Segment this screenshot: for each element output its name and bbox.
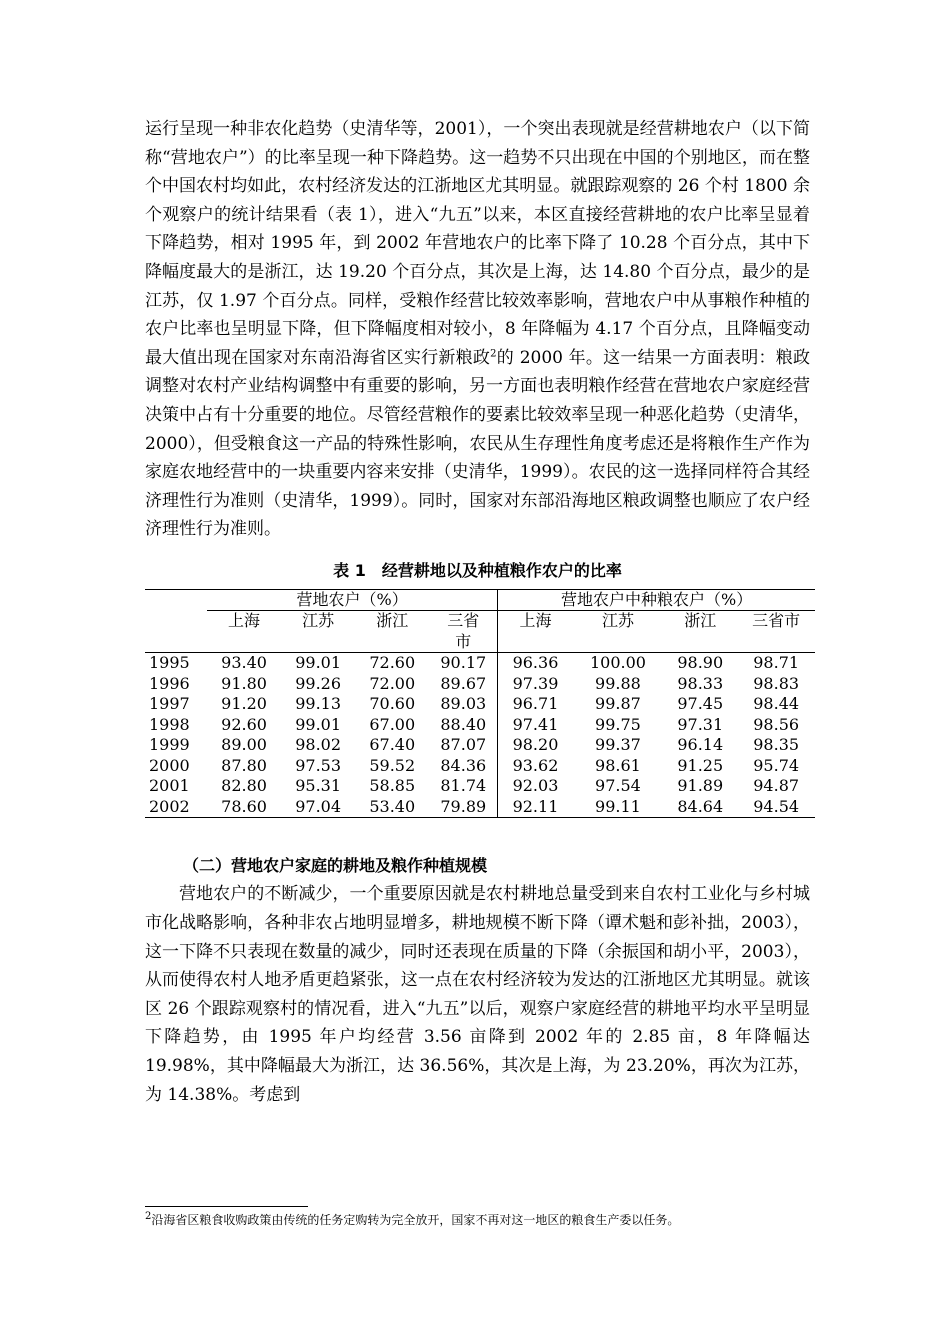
value-cell: 97.31 [677, 714, 724, 734]
value-cell: 98.33 [677, 673, 724, 693]
value-cell: 91.20 [221, 694, 267, 714]
value-cell: 58.85 [369, 776, 416, 796]
table-column-header-row [145, 611, 815, 653]
value-cell: 97.54 [595, 776, 641, 796]
value-cell: 99.88 [595, 673, 641, 693]
value-cell: 96.14 [677, 735, 724, 755]
page-content [145, 115, 810, 1109]
year-header-blank [145, 589, 207, 611]
value-cell: 98.20 [498, 735, 573, 756]
value-cell: 94.87 [753, 776, 800, 796]
footnote-divider [145, 1206, 308, 1207]
year-cell: 2000 [149, 755, 190, 775]
table-row [145, 674, 815, 695]
table-row [145, 735, 815, 756]
value-cell: 92.60 [221, 714, 267, 734]
body-paragraph-2: 营地农户的不断减少，一个重要原因就是农村耕地总量受到来自农村工业化与乡村城市化战略影响，各种非农占地明显增多，耕地规模不断下降（谭术魁和彭补拙，2003），这一下降不只表现在数量的减少，同时还表现在质量的下降（余振国和胡小平，2003），从而使得农村人地矛盾更趋紧张，这一点在农村经济较为发达的江浙地区尤其明显。就该区 26 个跟踪观察村的情况看，进入“九五”以后，观察户家庭经营的耕地平均水平呈明显下降趋势，由 1995 年户均经营 3.56 亩降到 2002 年的 2.85 亩，8 年降幅达 19.98%，其中降幅最大为浙江，达 36.56%，其次是上海，为 23.20%，再次为江苏，为 14.38%。考虑到 [145, 884, 810, 1105]
value-cell: 90.17 [429, 653, 498, 674]
value-cell: 93.62 [498, 756, 573, 777]
year-cell: 1999 [149, 735, 190, 755]
value-cell: 91.25 [677, 755, 724, 775]
value-cell: 95.31 [295, 776, 342, 796]
value-cell: 67.00 [369, 714, 416, 734]
value-cell: 88.40 [440, 714, 487, 734]
value-cell: 97.53 [295, 755, 342, 775]
value-cell: 95.74 [753, 755, 800, 775]
value-cell: 98.71 [737, 653, 815, 674]
value-cell: 92.03 [498, 776, 573, 797]
table-caption: 表 1 经营耕地以及种植粮作农户的比率 [333, 560, 622, 580]
col-header: 浙江 [376, 611, 409, 631]
year-cell: 1998 [149, 714, 190, 734]
value-cell: 99.75 [595, 714, 641, 734]
value-cell: 72.00 [369, 673, 416, 693]
body-paragraph-1 [145, 115, 810, 544]
footnote-mark: 2 [145, 1211, 152, 1222]
data-table [145, 589, 815, 819]
year-cell: 1995 [145, 653, 207, 674]
table-row [145, 694, 815, 715]
value-cell: 91.89 [677, 776, 724, 796]
value-cell: 98.90 [663, 653, 737, 674]
year-cell: 2002 [145, 797, 207, 818]
table-group-header-row [145, 589, 815, 611]
col-header: 上海 [498, 611, 573, 653]
value-cell: 53.40 [355, 797, 429, 818]
value-cell: 93.40 [207, 653, 281, 674]
value-cell: 97.45 [677, 694, 724, 714]
paragraph-1-text-a: 运行呈现一种非农化趋势（史清华等，2001），一个突出表现就是经营耕地农户（以下简称“营地农户”）的比率呈现一种下降趋势。这一趋势不只出现在中国的个别地区，而在整个中国农村均如此，农村经济发达的江浙地区尤其明显。就跟踪观察的 26 个村 1800 余个观察户的统计结果看（表 1），进入“九五”以来，本区直接经营耕地的农户比率呈显着下降趋势，相对 1995 年，到 2002 年营地农户的比率下降了 10.28 个百分点，其中下降幅度最大的是浙江，达 19.20 个百分点，其次是上海，达 14.80 个百分点，最少的是江苏，仅 1.97 个百分点。同样，受粮作经营比较效率影响，营地农户中从事粮作种植的农户比率也呈明显下降，但下降幅度相对较小，8 年降幅为 4.17 个百分点，且降幅变动最大值出现在国家对东南沿海省区实行新粮政 [145, 119, 810, 368]
value-cell: 99.87 [595, 694, 641, 714]
value-cell: 84.64 [663, 797, 737, 818]
year-cell: 1996 [149, 673, 190, 693]
value-cell: 78.60 [207, 797, 281, 818]
value-cell: 98.44 [753, 694, 800, 714]
value-cell: 92.11 [498, 797, 573, 818]
value-cell: 70.60 [369, 694, 416, 714]
value-cell: 96.71 [498, 694, 573, 715]
table-row [145, 715, 815, 736]
value-cell: 99.37 [595, 735, 641, 755]
col-header: 上海 [228, 611, 261, 631]
value-cell: 97.04 [281, 797, 355, 818]
year-cell: 2001 [149, 776, 190, 796]
value-cell: 98.02 [295, 735, 342, 755]
value-cell: 84.36 [440, 755, 487, 775]
value-cell: 98.83 [753, 673, 800, 693]
value-cell: 97.39 [498, 674, 573, 695]
value-cell: 98.61 [595, 755, 641, 775]
value-cell: 59.52 [369, 755, 416, 775]
group-header-farm-households: 营地农户（%） [207, 589, 498, 611]
value-cell: 81.74 [440, 776, 487, 796]
year-cell: 1997 [149, 694, 190, 714]
value-cell: 79.89 [429, 797, 498, 818]
value-cell: 72.60 [355, 653, 429, 674]
value-cell: 89.03 [440, 694, 487, 714]
col-header: 江苏 [302, 611, 335, 631]
value-cell: 89.67 [440, 673, 487, 693]
value-cell: 99.11 [573, 797, 664, 818]
value-cell: 96.36 [498, 653, 573, 674]
col-header: 三省市 [752, 611, 801, 631]
value-cell: 67.40 [369, 735, 416, 755]
value-cell: 89.00 [221, 735, 267, 755]
section-heading: （二）营地农户家庭的耕地及粮作种植规模 [183, 856, 488, 876]
value-cell: 99.13 [295, 694, 342, 714]
value-cell: 100.00 [573, 653, 664, 674]
table-row [145, 756, 815, 777]
value-cell: 98.56 [753, 714, 800, 734]
table-row [145, 797, 815, 818]
value-cell: 91.80 [221, 673, 267, 693]
table-row [145, 653, 815, 674]
value-cell: 94.54 [737, 797, 815, 818]
value-cell: 99.01 [295, 714, 342, 734]
value-cell: 82.80 [221, 776, 267, 796]
value-cell: 87.07 [440, 735, 487, 755]
value-cell: 99.01 [281, 653, 355, 674]
value-cell: 98.35 [753, 735, 800, 755]
table-row [145, 776, 815, 797]
group-header-grain-households: 营地农户中种粮农户（%） [498, 589, 815, 611]
footnote-text: 沿海省区粮食收购政策由传统的任务定购转为完全放开，国家不再对这一地区的粮食生产委以任务。 [151, 1213, 680, 1227]
value-cell: 99.26 [295, 673, 342, 693]
footnote-reference[interactable]: 2 [490, 348, 497, 360]
col-header: 江苏 [601, 611, 634, 631]
footnote [145, 1212, 810, 1228]
col-header: 浙江 [684, 611, 717, 631]
col-header: 三省市 [447, 611, 480, 651]
value-cell: 97.41 [498, 715, 573, 736]
value-cell: 87.80 [221, 755, 267, 775]
paragraph-1-text-b: 的 2000 年。这一结果一方面表明：粮政调整对农村产业结构调整中有重要的影响，另一方面也表明粮作经营在营地农户家庭经营决策中占有十分重要的地位。尽管经营粮作的要素比较效率呈现一种恶化趋势（史清华，2000），但受粮食这一产品的特殊性影响，农民从生存理性角度考虑还是将粮作生产作为家庭农地经营中的一块重要内容来安排（史清华，1999）。农民的这一选择同样符合其经济理性行为准则（史清华，1999）。同时，国家对东部沿海地区粮政调整也顺应了农户经济理性行为准则。 [145, 347, 811, 540]
